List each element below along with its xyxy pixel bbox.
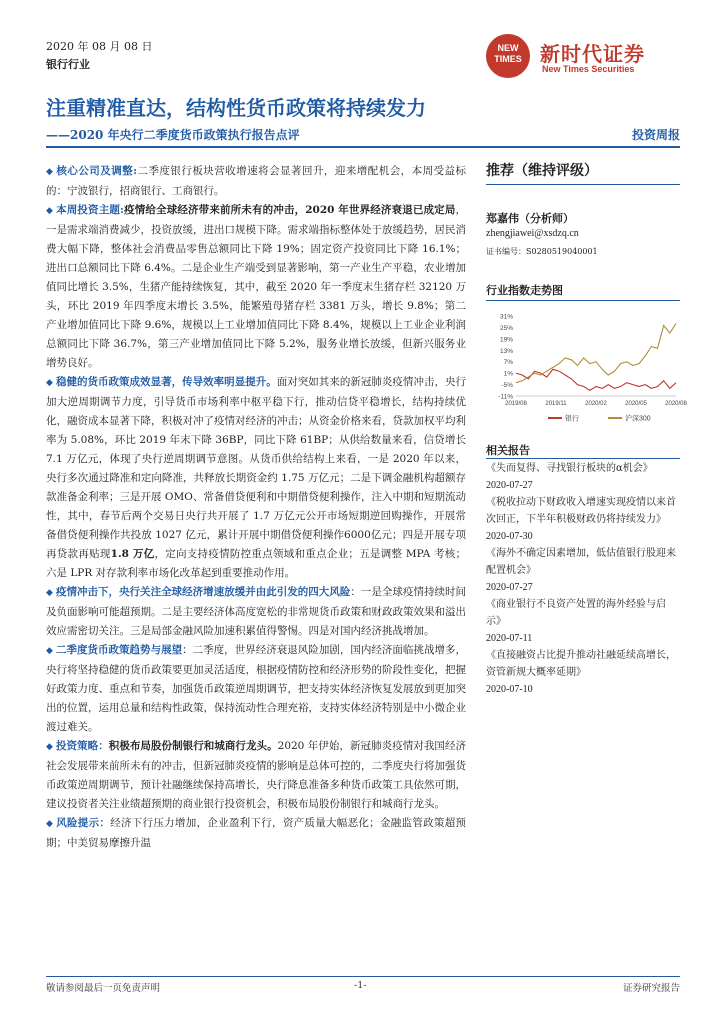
reports-title-divider: [486, 458, 680, 459]
y-tick-label: 31%: [499, 313, 513, 321]
chart-title: 行业指数走势图: [486, 284, 563, 297]
analyst-email[interactable]: zhengjiawei@xsdzq.cn: [486, 228, 579, 239]
x-tick-label: 2020/02: [585, 401, 607, 407]
industry-label: 银行行业: [46, 58, 90, 71]
footer-divider: [46, 976, 680, 977]
paragraph-risks-focus: ◆ 疫情冲击下，央行关注全球经济增速放缓并由此引发的四大风险：一是全球疫情持续时间及负面影响可能超预期。二是主要经济体高度宽松的非常规货币政策和财政政策效果和溢出效应需密切关注。三是局部金融风险加速积累值得警惕。四是对国内经济挑战增加。: [46, 586, 467, 637]
analyst-name: 郑嘉伟（分析师）: [486, 212, 574, 225]
report-type-label: 投资周报: [631, 128, 680, 142]
bullet-icon: ◆: [46, 167, 54, 177]
logo-mark-icon: NEW TIMES: [486, 34, 530, 78]
related-report-item[interactable]: 《直接融资占比提升推动社融延续高增长，资管新规大概率延期》 2020-07-10: [486, 650, 676, 695]
paragraph-risk-warning: ◆ 风险提示：经济下行压力增加，企业盈利下行，资产质量大幅恶化；金融监管政策超预期；中美贸易摩擦升温: [46, 817, 467, 849]
series-line-bank: [516, 369, 676, 390]
company-logo: [486, 34, 686, 78]
bullet-icon: ◆: [46, 378, 53, 388]
paragraph-weekly-theme: ◆ 本周投资主题:疫情给全球经济带来前所未有的冲击，2020 年世界经济衰退已成定局，一是需求端消费减少，投资放缓，进出口规模下降。需求端指标整体处于放缓趋势，居民消费大幅下降，整体社会消费品零售总额同比下降 19%；固定资产投资同比下降 16.1%；进出口总额同比下降 6.4%。二是企业生产端受到显著影响，第一产业生产平稳，农业增加值同比增长 3.5%，生猪产能持续恢复，其中，截至 2020 年一季度末生猪存栏 32120 万头，环比 2019 年四季度末增长 3.5%，能繁殖母猪存栏 3381 万头，增长 9.8%；第二产业增加值同比下降 9.6%，规模以上工业增加值同比下降 8.4%，规模以上工业企业利润总额同比下降 36.7%，第三产业增加值同比下降 5.2%，服务业增长放缓，但新兴服务业增势良好。: [46, 204, 466, 369]
legend-label: 沪深300: [625, 415, 651, 423]
footer-disclaimer: 敬请参阅最后一页免责声明: [46, 983, 161, 994]
legend-label: 银行: [565, 415, 579, 423]
x-tick-label: 2019/11: [545, 401, 567, 407]
paragraph-monetary-policy: ◆ 稳健的货币政策成效显著，传导效率明显提升。面对突如其来的新冠肺炎疫情冲击，央行加大逆周期调节力度，引导货币市场利率中枢平稳下行，推动信贷平稳增长，结构持续优化，融资成本显著下降，积极对冲了疫情对经济的冲击；从资金价格来看，贷款加权平均利率为 5.08%，环比 2019 年末下降 36BP，同比下降 61BP；从供给数量来看，信贷增长 7.1 万亿元，体现了央行逆周期调节意图。从货币供给结构上来看，一是 2020 年以来，央行多次通过降准和定向降准，共释放长期资金约 1.75 万亿元；二是下调金融机构超额存款准备金利率；三是开展 OMO、常备借贷便利和中期借贷便利操作，注入中期和短期流动性，其中，春节后两个交易日央行共开展了 1.7 万亿元公开市场短期逆回购操作，开展常备借贷便利操作共投放 1027 亿元，累计开展中期借贷便利操作6000亿元；四是开展专项再贷款再贴现1.8 万亿，定向支持疫情防控重点领域和重点企业；五是调整 MPA 考核；六是 LPR 对存款利率市场化改革起到重要推动作用。: [46, 376, 467, 579]
rating-divider: [486, 184, 680, 185]
paragraph-core-companies: ◆ 核心公司及调整:二季度银行板块营收增速将会显著回升，迎来增配机会，本周受益标的：宁波银行，招商银行、工商银行。: [46, 165, 466, 197]
related-report-item[interactable]: 《商业银行不良资产处置的海外经验与启示》 2020-07-11: [486, 599, 666, 644]
title-divider: [46, 146, 680, 148]
logo-name-en: New Times Securities: [542, 64, 635, 74]
related-report-item[interactable]: 《海外不确定因素增加，低估值银行股迎来配置机会》 2020-07-27: [486, 548, 676, 593]
page-number: -1-: [354, 980, 367, 991]
y-tick-label: 25%: [499, 324, 513, 332]
paragraph-outlook: ◆ 二季度货币政策趋势与展望：二季度，世界经济衰退风险加剧，国内经济面临挑战增多，央行将坚持稳健的货币政策要更加灵活适度，根据疫情防控和经济形势的阶段性变化，把握好政策力度、重点和节奏，加强货币政策逆周期调节，把支持实体经济恢复发展放到更加突出的位置，运用总量和结构性政策，保持流动性合理充裕，支持实体经济特别是中小微企业渡过难关。: [46, 644, 467, 733]
paragraph-strategy: ◆ 投资策略：积极布局股份制银行和城商行龙头。2020 年伊始，新冠肺炎疫情对我国经济社会发展带来前所未有的冲击，但新冠肺炎疫情的影响是总体可控的，二季度央行将加强货币政策逆周期调节，预计社融继续保持高增长，央行降息准备多种货币政策工具依然可期，建议投资者关注业绩超预期的商业银行投资机会，积极布局股份制银行和城商行龙头。: [46, 740, 467, 810]
related-report-item[interactable]: 《失而复得、寻找银行板块的α机会》 2020-07-27: [486, 463, 653, 491]
analyst-cert: 证书编号：S0280519040001: [486, 247, 598, 256]
reports-title: 相关报告: [486, 444, 530, 457]
series-line-csi300: [516, 324, 676, 383]
rating-label: 推荐（维持评级）: [486, 163, 598, 179]
x-tick-label: 2020/05: [625, 401, 647, 407]
logo-name-cn: 新时代证券: [540, 42, 645, 66]
y-tick-label: 1%: [503, 370, 513, 378]
y-tick-label: 13%: [499, 347, 513, 355]
main-body: [46, 162, 466, 853]
y-tick-label: 19%: [499, 336, 513, 344]
bullet-icon: ◆: [46, 819, 54, 829]
page-subtitle: ——2020 年央行二季度货币政策执行报告点评: [46, 128, 300, 142]
y-tick-label: -5%: [501, 382, 513, 390]
page-title: 注重精准直达，结构性货币政策将持续发力: [46, 96, 426, 120]
bullet-icon: ◆: [46, 206, 54, 216]
industry-index-chart: [486, 310, 687, 430]
y-tick-label: 7%: [503, 359, 513, 367]
bullet-icon: ◆: [46, 588, 53, 598]
bullet-icon: ◆: [46, 646, 53, 656]
chart-title-divider: [486, 300, 680, 301]
footer-report-label: 证券研究报告: [622, 983, 680, 994]
x-tick-label: 2020/08: [665, 401, 687, 407]
x-tick-label: 2019/08: [505, 401, 527, 407]
report-date: 2020 年 08 月 08 日: [46, 40, 153, 53]
y-tick-label: -11%: [498, 393, 513, 401]
bullet-icon: ◆: [46, 742, 53, 752]
related-report-item[interactable]: 《税收拉动下财政收入增速实现疫情以来首次回正，下半年积极财政仍将持续发力》 2020-07-30: [486, 497, 676, 542]
related-reports-list: [486, 460, 680, 698]
